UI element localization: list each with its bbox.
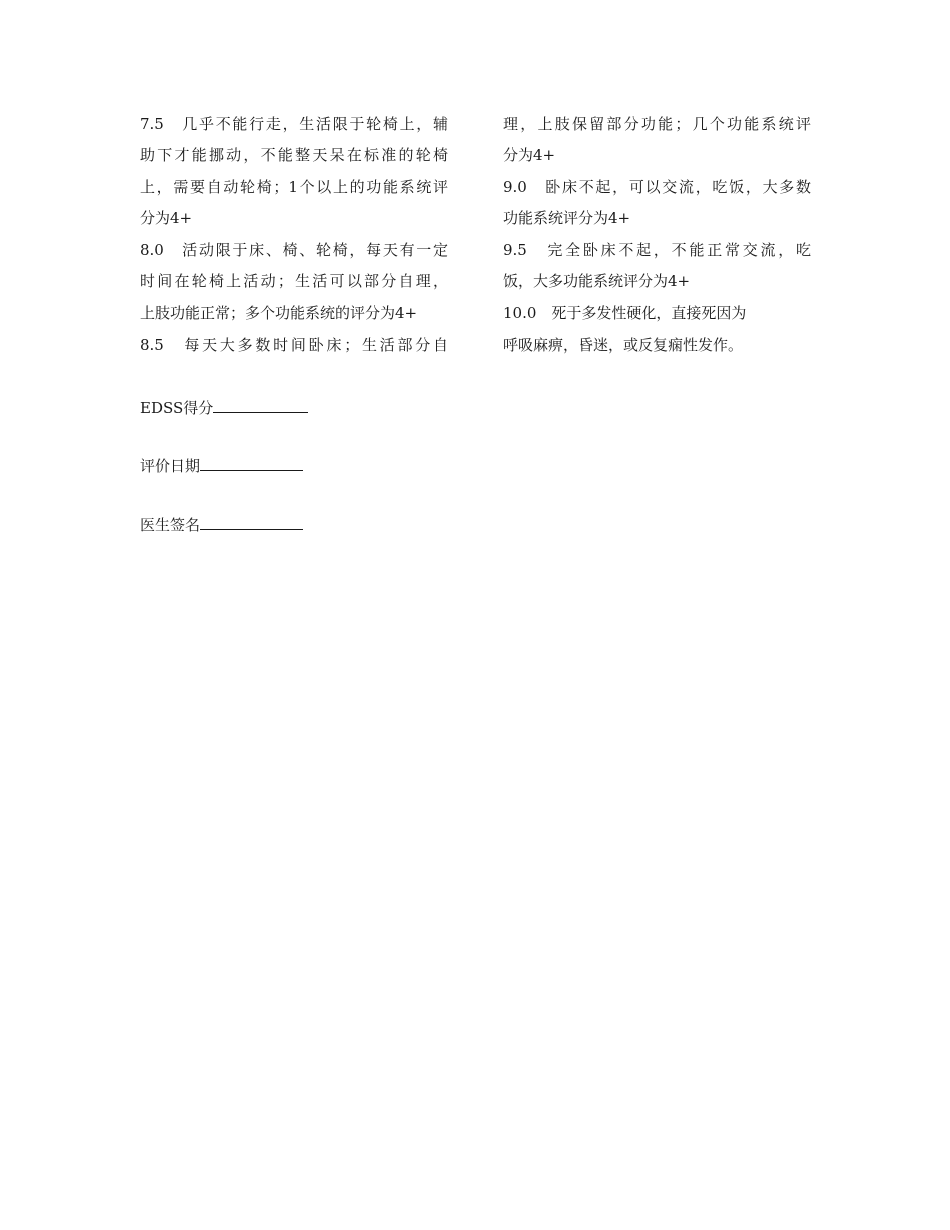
evaluation-date-field [140,454,303,476]
left-line-3: 上，需要自动轮椅；1个以上的功能系统评 [140,178,448,196]
doctor-signature-label: 医生签名 [140,516,201,534]
left-line-1: 7.5 几乎不能行走，生活限于轮椅上，辅 [140,115,448,133]
right-line-1: 理，上肢保留部分功能；几个功能系统评 [503,115,811,133]
evaluation-date-blank[interactable] [200,454,303,471]
evaluation-date-label: 评价日期 [140,457,201,475]
doctor-signature-field [140,513,303,535]
right-line-3: 9.0 卧床不起，可以交流，吃饭，大多数 [503,178,811,196]
right-line-6: 饭，大多功能系统评分为4+ [503,272,691,290]
edss-score-field [140,396,308,418]
left-line-4: 分为4+ [140,209,193,227]
left-line-2: 助下才能挪动，不能整天呆在标准的轮椅 [140,146,448,164]
right-line-4: 功能系统评分为4+ [503,209,631,227]
left-line-8: 8.5 每天大多数时间卧床；生活部分自 [140,336,448,354]
right-line-2: 分为4+ [503,146,556,164]
left-line-7: 上肢功能正常；多个功能系统的评分为4+ [140,304,418,322]
edss-score-label: EDSS得分 [140,399,214,417]
doctor-signature-blank[interactable] [200,513,303,530]
right-line-8: 呼吸麻痹，昏迷，或反复痫性发作。 [503,336,744,354]
right-line-5: 9.5 完全卧床不起，不能正常交流，吃 [503,241,811,259]
right-line-7: 10.0 死于多发性硬化，直接死因为 [503,304,747,322]
edss-score-blank[interactable] [213,396,308,413]
left-line-5: 8.0 活动限于床、椅、轮椅，每天有一定 [140,241,448,259]
left-line-6: 时间在轮椅上活动；生活可以部分自理， [140,272,448,290]
